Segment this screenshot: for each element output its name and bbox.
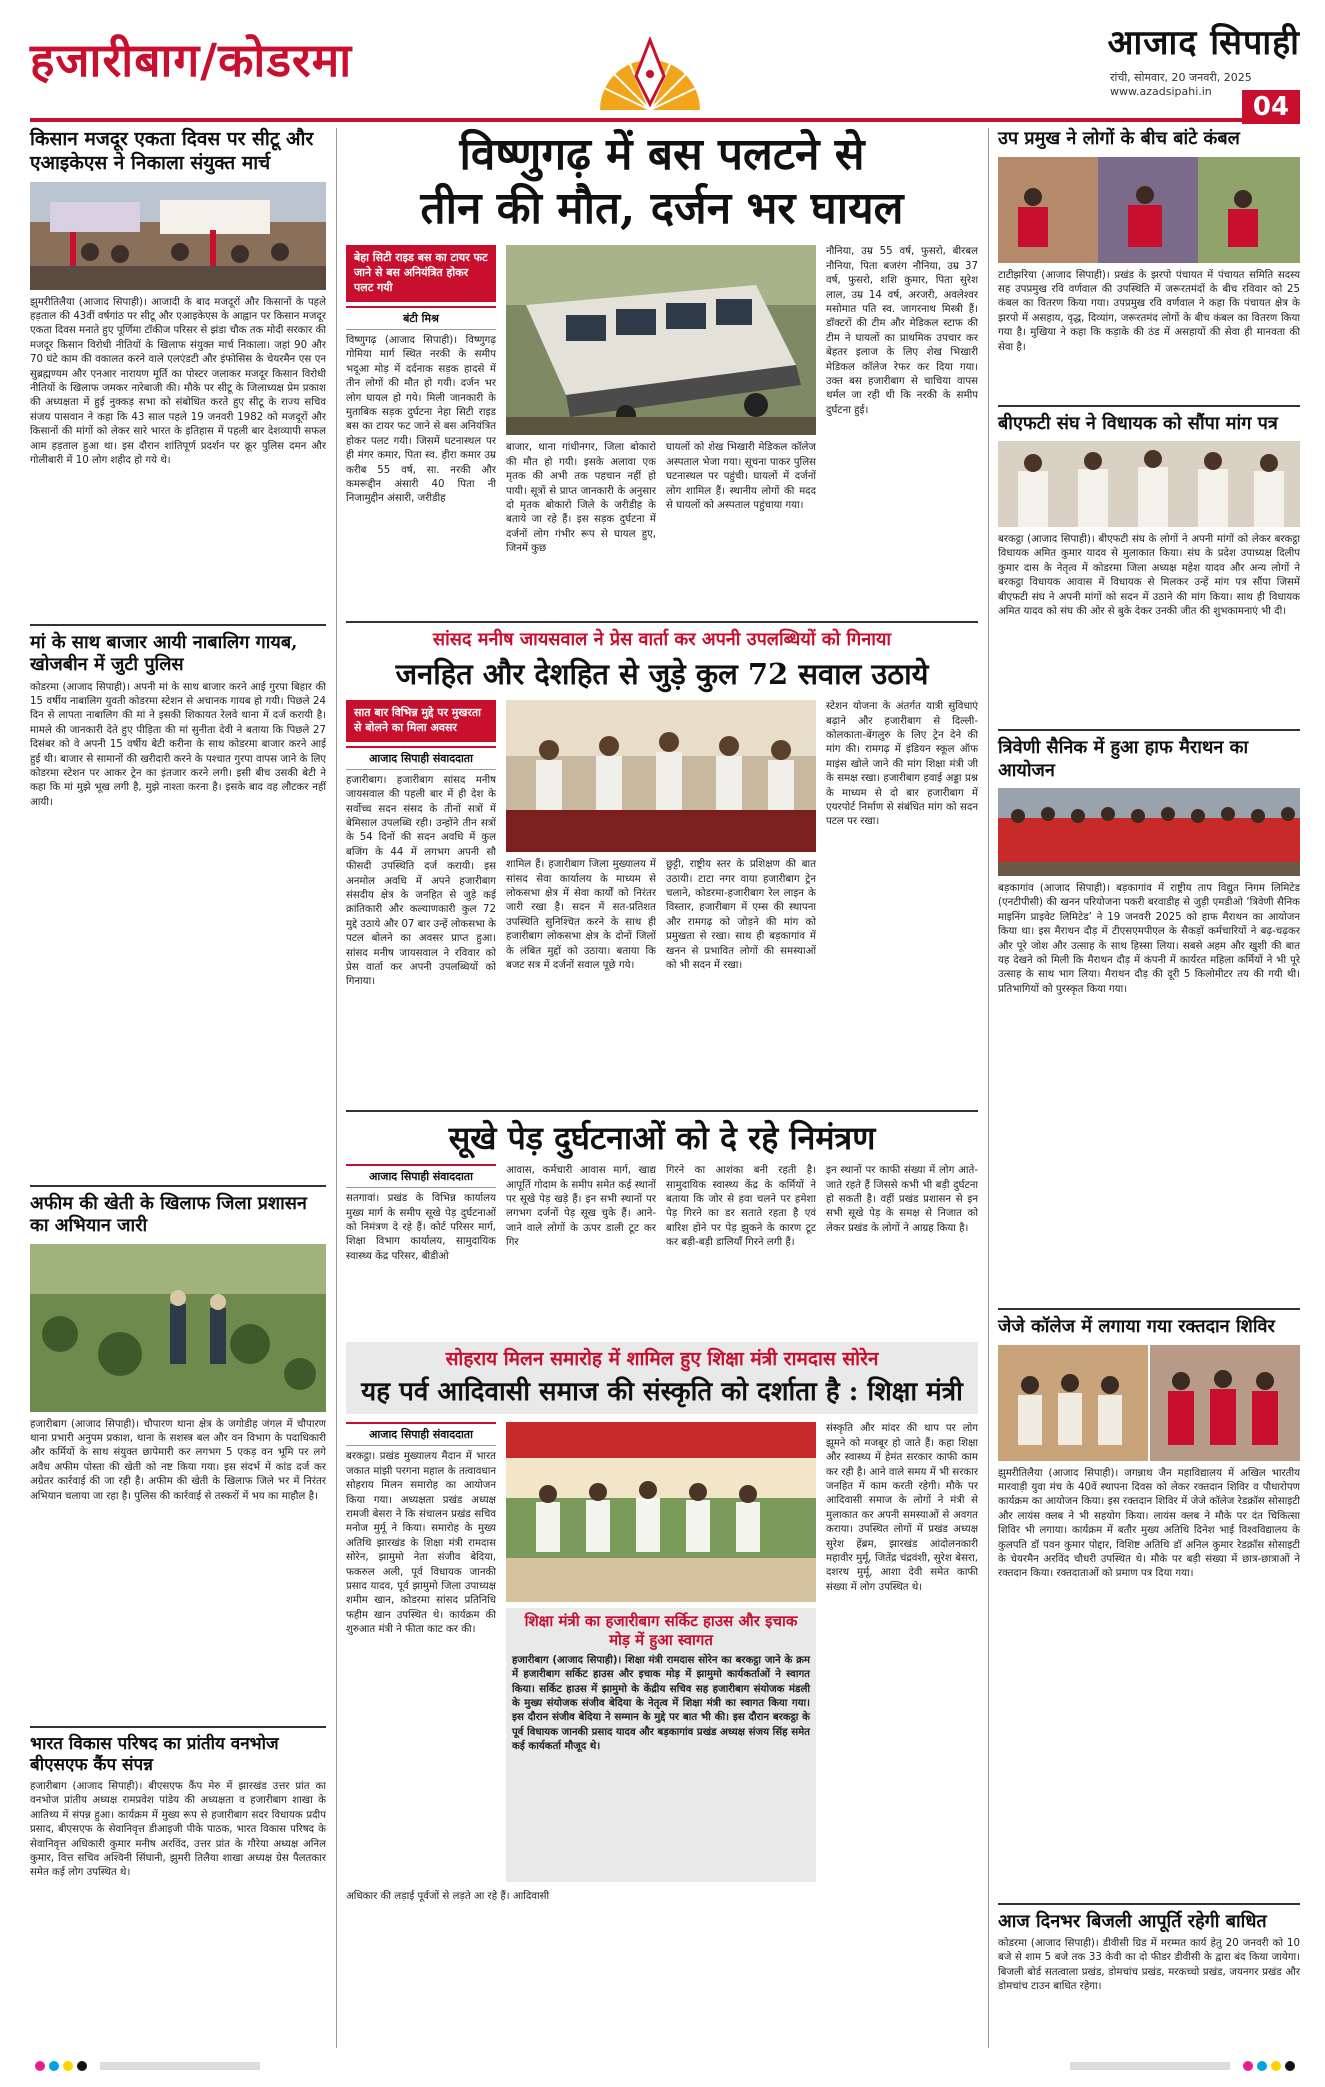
lead-headline-line: तीन की मौत, दर्जन भर घायल xyxy=(420,182,904,234)
lead-story-col1 xyxy=(346,245,496,616)
article-divider xyxy=(346,1110,978,1112)
article-body: कोडरमा (आजाद सिपाही)। डीवीसी ग्रिड में मरम्मत कार्य हेतु 20 जनवरी को 10 बजे से शाम 5 बजे तक 33 केवी का दो फीडर डीवीसी के द्वारा बंद किया जायेगा। बिजली बोर्ड सतत्वाला प्रखंड, डोमचांच प्रखंड, मरकच्चो प्रखंड, जयनगर प्रखंड और डोमचांच टाउन बाधित रहेगा। xyxy=(998,1938,1300,1993)
mp-story-col4 xyxy=(826,700,978,1100)
article-body-continued: अधिकार की लड़ाई पूर्वजों से लड़ते आ रहे हैं। आदिवासी xyxy=(346,1891,550,1903)
article-headline: यह पर्व आदिवासी समाज की संस्कृति को दर्शाता है : शिक्षा मंत्री xyxy=(361,1376,963,1407)
article-divider xyxy=(30,624,326,626)
article-divider xyxy=(30,1726,326,1728)
opium-field-photo xyxy=(30,1244,326,1412)
article-headline: किसान मजदूर एकता दिवस पर सीटू और एआइकेएस ने निकाला संयुक्त मार्च xyxy=(30,128,314,174)
article-body: सतगावां। प्रखंड के विभिन्न कार्यालय मुख्य मार्ग के समीप सूखे पेड़ दुर्घटनाओं को निमंत्रण दे रहे हैं। कोर्ट परिसर मार्ग, शिक्षा विभाग कार्यालय, सामुदायिक स्वास्थ्य केंद्र परिसर, बीडीओ xyxy=(346,1193,496,1262)
lead-story-col4 xyxy=(826,245,978,613)
article-body: आवास, कर्मचारी आवास मार्ग, खाद्य आपूर्ति गोदाम के समीप समेत कई स्थानों पर सूखे पेड़ खड़े हैं। इन सभी स्थानों पर लगभग दर्जनों पेड़ सूख चुके हैं। आने-जाने वाले लोगों के ऊपर डाली टूट कर गिर xyxy=(506,1165,656,1249)
byline: आजाद सिपाही संवाददाता xyxy=(346,1164,496,1188)
sohrai-story-block xyxy=(346,1422,978,1888)
press-conference-photo xyxy=(506,700,816,852)
story-overline: सांसद मनीष जायसवाल ने प्रेस वार्ता कर अपनी उपलब्धियों को गिनाया xyxy=(432,629,892,651)
article-headline: भारत विकास परिषद का प्रांतीय वनभोज xyxy=(30,1733,279,1754)
story-kicker: बेहा सिटी राइड बस का टायर फट जाने से बस अनियंत्रित होकर पलट गयी xyxy=(346,245,496,302)
article-headline: बीएफटी संघ ने विधायक को सौंपा मांग पत्र xyxy=(998,412,1278,434)
right-column xyxy=(998,128,1300,2041)
article-divider xyxy=(998,405,1300,407)
article-divider xyxy=(998,1903,1300,1905)
sohrai-col4 xyxy=(826,1422,978,1884)
dry-trees-col3 xyxy=(666,1164,816,1334)
sohrai-col1 xyxy=(346,1422,496,1888)
print-registration-strip xyxy=(30,2058,1300,2072)
article-body: बरकट्ठा (आजाद सिपाही)। बीएफटी संघ के लोगों ने अपनी मांगों को लेकर बरकट्ठा विधायक अमित कुमार यादव से मुलाकात किया। संघ के प्रदेश उपाध्यक्ष दिलीप कुमार दास के नेतृत्व में कोडरमा जिला अध्यक्ष महेश यादव और अन्य लोगों ने बरकट्ठा विधायक आवास में विधायक से मिलकर उन्हें मांग पत्र सौंपा जिसमें बीएफटी संघ ने अपनी मांगों को सदन में उठाने की मांग किया। साथ ही विधायक अमित यादव को संघ की ओर से बुके देकर उनकी जीत की शुभकामनाएं भी दी। xyxy=(998,534,1300,618)
half-marathon-photo xyxy=(998,788,1300,876)
article-body: हजारीबाग। हजारीबाग सांसद मनीष जायसवाल की पहली बार में ही देश के सर्वोच्च सदन संसद के तीनों सत्रों में बेमिसाल उपलब्धि रही। उन्होंने तीन सत्रों के 54 दिनों की सदन अवधि में कुल बजिंग के 44 में लगभग अपनी सौ फीसदी उपस्थिति दर्ज करायी। इस अनमोल अवधि में अपने हजारीबाग संसदीय क्षेत्र के जनहित से जुड़े कई क्रांतिकारी और कल्याणकारी कुल 72 मुद्दे उठाये और 07 बार उन्हें लोकसभा के पटल बोलने का अवसर प्राप्त हुआ। सांसद मनीष जायसवाल ने रविवार को प्रेस वार्ता कर अपनी उपलब्धियों को गिनाया। xyxy=(346,774,496,988)
mp-story-col1 xyxy=(346,700,496,1088)
article-body: विष्णुगढ़ (आजाद सिपाही)। विष्णुगढ़ गोमिया मार्ग स्थित नरकी के समीप भदूआ मोड़ में दर्दनाक सड़क हादसे में तीन लोगों की मौत हो गयी। दर्जन भर लोग घायल हो गये। मिली जानकारी के मुताबिक सड़क दुर्घटना नेहा सिटी राइड बस का टायर फट जाने से बस अनियंत्रित होकर पलट गयी। जिसमें घटनास्थल पर ही मंगर कमार, पिता स्व. हीरा कमार उम्र करीब 55 वर्ष, सा. नरकी और कमरूद्दीन अंसारी 40 पिता नी निजामुद्दीन अंसारी, जरीडीह xyxy=(346,334,496,505)
bus-accident-photo xyxy=(506,245,816,435)
lead-headline-line: विष्णुगढ़ में बस पलटने से xyxy=(459,129,865,180)
lead-headline xyxy=(346,128,978,235)
article-body: कोडरमा (आजाद सिपाही)। अपनी मां के साथ बाजार करने आई गुरपा बिहार की 15 वर्षीय नाबालिग युवती कोडरमा स्टेशन से अचानक गायब हो गयी। पिछले 24 दिन से लापता नाबालिग की मां ने इसकी शिकायत रेलवे थाना में दर्ज करायी है। मामले की जानकारी देते हुए पीड़िता की मां सुनीता देवी ने बताया कि पिछले 27 दिसंबर को वे अपनी 15 वर्षीय बेटी करीना के साथ कोडरमा बाजार करने आई हुई थी। बाजार से सामानों की खरीदारी करने के पश्चात गुरपा वापस जाने के लिए कोडरमा स्टेशन पर आकर ट्रेन का इंतजार करने लगी। इसी बीच उसकी बेटी ने कहा कि मां मुझे भूख लगी है, मुझे नाश्ता करना है। इसके बाद वह लौटकर नहीं आयी। xyxy=(30,681,326,808)
article-subheadline: बीएसएफ कैंप संपन्न xyxy=(30,1754,153,1775)
page-number: 04 xyxy=(1242,90,1300,124)
story-kicker: सात बार विभिन्न मुद्दे पर मुखरता से बोलने का मिला अवसर xyxy=(346,700,496,742)
article-body: घायलों को शेख भिखारी मेडिकल कॉलेज अस्पताल भेजा गया। सूचना पाकर पुलिस घटनास्थल पर पहुंची। घायलों में दर्जनों लोग शामिल हैं। स्थानीय लोगों की मदद से घायलों को अस्पताल पहुंचाया गया। xyxy=(666,442,816,511)
article-body: बड़कागांव (आजाद सिपाही)। बड़कागांव में राष्ट्रीय ताप विद्युत निगम लिमिटेड (एनटीपीसी) की खनन परियोजना पकरी बरवाडीह से जुड़ी एमडीओ ‘त्रिवेणी सैनिक माइनिंग प्राइवेट लिमिटेड’ ने 19 जनवरी 2025 को हाफ मैराथन का आयोजन किया था। इस मैराथन दौड़ में टीएसएमपीएल के सैकड़ों कर्मचारियों ने बढ़-चढ़कर और पूरे जोश और उत्साह के साथ हिस्सा लिया। सबसे अहम और खुशी की बात यह देखने को मिली कि मैराथन दौड़ में कंपनी में कार्यरत महिला कर्मियों ने भी पूरे उत्साह के साथ भाग लिया। मैराथन दौड़ की दूरी 5 किलोमीटर तय की गयी थी। प्रतिभागियों को पुरस्कृत किया गया। xyxy=(998,883,1300,995)
caption-body: हजारीबाग (आजाद सिपाही)। शिक्षा मंत्री रामदास सोरेन का बरकट्ठा जाने के क्रम में हजारीबाग सर्किट हाउस और इचाक मोड़ में झामुमो कार्यकर्ताओं ने स्वागत किया। सर्किट हाउस में झामुमो के केंद्रीय सचिव सह हजारीबाग संयोजक मंडली के मुख्य संयोजक संजीव बेदिया के नेतृत्व में शिक्षा मंत्री का स्वागत किया गया। इस दौरान संजीव बेदिया ने सम्मान के मुद्दे पर बात भी की। इस दौरान बरकट्ठा के पूर्व विधायक जानकी प्रसाद यादव और बड़कागांव प्रखंड अध्यक्ष संजय सिंह समेत कई कार्यकर्ता मौजूद थे। xyxy=(512,1654,810,1753)
dry-trees-col2 xyxy=(506,1164,656,1334)
sohrai-event-photo xyxy=(506,1422,816,1602)
section-title: हजारीबाग/कोडरमा xyxy=(30,33,353,87)
website-link[interactable]: www.azadsipahi.in xyxy=(1110,85,1212,98)
lead-story-block xyxy=(346,245,978,617)
article-headline: अफीम की खेती के खिलाफ जिला प्रशासन का अभियान जारी xyxy=(30,1192,307,1236)
article-headline: उप प्रमुख ने लोगों के बीच बांटे कंबल xyxy=(998,128,1240,149)
article-divider xyxy=(998,729,1300,731)
article-divider xyxy=(998,1308,1300,1310)
dry-trees-col4 xyxy=(826,1164,978,1334)
article-divider xyxy=(346,621,978,623)
dry-trees-col1 xyxy=(346,1164,496,1338)
story-overline: सोहराय मिलन समारोह में शामिल हुए शिक्षा मंत्री रामदास सोरेन xyxy=(445,1348,879,1371)
photo-caption-box xyxy=(506,1608,816,1882)
newspaper-brand: आजाद सिपाही xyxy=(1107,23,1300,63)
article-divider xyxy=(30,1185,326,1187)
blood-donation-photo xyxy=(998,1345,1300,1461)
column-divider xyxy=(988,128,989,2048)
article-body: हजारीबाग (आजाद सिपाही)। बीएसएफ कैंप मेरु में झारखंड उत्तर प्रांत का वनभोज प्रांतीय अध्यक्ष रामप्रवेश पांडेय की अध्यक्षता व हजारीबाग शाखा के आतिथ्य में संपन्न हुआ। कार्यक्रम में मुख्य रूप से हजारीबाग सदर विधायक प्रदीप प्रसाद, बीएसएफ के सेवानिवृत्त डीआइजी पीके पाठक, भारत विकास परिषद के सेवानिवृत्त अधिकारी कुमार मनीष अरविंद, उत्तर प्रांत के गौरेया अध्यक्ष अनिल कुमार, वित्त सचिव अश्विनी सिंघानी, झुमरी तिलैया शाखा अध्यक्ष ग्रेस पैलतकार समेत कई लोग उपस्थित थे। xyxy=(30,1781,326,1879)
article-headline: मां के साथ बाजार आयी नाबालिग गायब, खोजबीन में जुटी पुलिस xyxy=(30,631,298,675)
article-body: हजारीबाग (आजाद सिपाही)। चौपारण थाना क्षेत्र के जगोडीह जंगल में चौपारण थाना प्रभारी अनुपम प्रकाश, थाना के सशस्त्र बल और वन विभाग के पदाधिकारी और कर्मियों के साथ संयुक्त छापेमारी कर लगभग 5 एकड़ वन भूमि पर लगे अवैध अफीम पोस्ता की खेती को नष्ट किया गया। इस संदर्भ में कांड दर्ज कर अग्रेतर कार्रवाई की जा रही है। अफीम की खेती के खिलाफ जिले भर में निरंतर अभियान चलाया जा रहा है। पुलिस की कार्रवाई से तस्करों में भय का माहौल है। xyxy=(30,1418,326,1502)
rally-photo xyxy=(30,182,326,290)
center-column xyxy=(346,128,978,1905)
caption-headline: शिक्षा मंत्री का हजारीबाग सर्किट हाउस और इचाक मोड़ में हुआ स्वागत xyxy=(524,1612,798,1650)
dry-trees-block xyxy=(346,1164,978,1336)
article-body: छुट्टी, राष्ट्रीय स्तर के प्रशिक्षण की बात उठायी। टाटा नगर वाया हजारीबाग ट्रेन चलाने, कोडरमा-हजारीबाग रेल लाइन के विस्तार, हजारीबाग में एम्स की स्थापना और रामगढ़ को जोड़ने की मांग को प्रमुखता से रखा। साथ ही बड़कागांव में खनन से प्रभावित लोगों की समस्याओं को भी सदन में रखा। xyxy=(666,859,816,971)
mp-story-col3 xyxy=(666,858,816,1102)
article-headline: सूखे पेड़ दुर्घटनाओं को दे रहे निमंत्रण xyxy=(448,1119,876,1158)
article-headline: जनहित और देशहित से जुड़े कुल 72 सवाल उठाये xyxy=(395,656,929,691)
byline: आजाद सिपाही संवाददाता xyxy=(346,746,496,770)
article-headline: आज दिनभर बिजली आपूर्ति रहेगी बाधित xyxy=(998,1910,1267,1932)
article-body: झुमरीतिलैया (आजाद सिपाही)। जगन्नाथ जैन महाविद्यालय में अखिल भारतीय मारवाड़ी युवा मंच के 40वें स्थापना दिवस को लेकर रक्तदान शिविर व पौधारोपण कार्यक्रम का आयोजन किया। इस रक्तदान शिविर में जेजे कॉलेज रेडक्रॉस सोसाइटी और लायंस क्लब ने भी सहयोग किया। लायंस क्लब ने मौके पर दंत चिकित्सा शिविर भी लगाया। कार्यक्रम में बतौर मुख्य अतिथि दिनेश भाई विश्वविद्यालय के कुलपति डॉ पवन कुमार पोद्दार, विशिष्ट अतिथि डॉ अनिल कुमार रेडक्रॉस सोसाइटी के चेयरमैन अरविंद चौधरी उपस्थित थे। मौके पर बड़ी संख्या में छात्र-छात्राओं ने रक्तदान किया। रक्तदाताओं को प्रमाण पत्र दिया गया। xyxy=(998,1467,1300,1580)
mp-story-block xyxy=(346,700,978,1104)
masthead xyxy=(30,18,1300,122)
lead-story-col3 xyxy=(666,441,816,613)
article-body: नौनिया, उम्र 55 वर्ष, फुसरो, बीरबल नौनिया, पिता बजरंग नौनिया, उम्र 37 वर्ष, फुसरो, शशि कुमार, पिता सुरेश लाल, उम्र 14 वर्ष, अरजरी, अवलेश्वर मसोमात पति स्व. जागरनाथ मिस्त्री हैं। डॉक्टरों की टीम और मेडिकल स्टाफ की टीम ने घायलों का प्राथमिक उपचार कर बेहतर इलाज के लिए शेख भिखारी मेडिकल कॉलेज रेफर कर दिया गया। उक्त बस हजारीबाग से चाचिया वापस थर्मल जा रही थी कि नरकी के समीप दुर्घटना हुई। xyxy=(826,246,978,416)
byline: बंटी मिश्र xyxy=(346,306,496,330)
article-body: स्टेशन योजना के अंतर्गत यात्री सुविधाएं बढ़ाने और हजारीबाग से दिल्ली-कोलकाता-बेंगलुरु के लिए ट्रेन देने की मांग की। रामगढ़ में इंडियन स्कूल ऑफ माइंस खोले जाने की मांग शिक्षा मंत्री जी के समक्ष रखा। हजारीबाग हवाई अड्डा प्रश्न के माध्यम से दो बार हजारीबाग में एयरपोर्ट निर्माण से संबंधित मांग को सदन पटल पर रखा। xyxy=(826,701,978,828)
article-body: बाजार, थाना गांधीनगर, जिला बोकारो की मौत हो गयी। इसके अलावा एक मृतक की अभी तक पहचान नहीं हो पायी। सूत्रों से प्राप्त जानकारी के अनुसार दो मृतक बोकारो जिले के जरीडीह के बताये जा रहे हैं। इस सड़क दुर्घटना में दर्जनों लोग गंभीर रूप से घायल हुए, जिनमें कुछ xyxy=(506,442,656,555)
blanket-distribution-photo xyxy=(998,157,1300,263)
article-body: संस्कृति और मांदर की थाप पर लोग झूमने को मजबूर हो जाते हैं। कहा शिक्षा और स्वास्थ्य में हेमंत सरकार काफी काम कर रही है। आने वाले समय में भी सरकार जनहित में काम करती रहेगी। मौके पर आदिवासी समाज के लोगों ने मंत्री से मुलाकात कर अपनी समस्याओं से अवगत कराया। उपस्थित लोगों में प्रखंड अध्यक्ष सुरेश हेंब्रम, झारखंड आंदोलनकारी महावीर मुर्मू, जितेंद्र चंद्रवंशी, सुरेश बेसरा, दशरथ मुर्मू, आशा देवी समेत काफी संख्या में लोग उपस्थित थे। xyxy=(826,1423,978,1593)
article-body: बरकट्ठा। प्रखंड मुख्यालय मैदान में भारत जकात मांझी परगना महाल के तत्वावधान सोहराय मिलन समारोह का आयोजन किया गया। अध्यक्षता प्रखंड अध्यक्ष रामजी बेसरा ने कि संचालन प्रखंड सचिव मनोज मुर्मू ने किया। समारोह के मुख्य अतिथि झारखंड के शिक्षा मंत्री रामदास सोरेन, झामुमो नेता संजीव बेदिया, फकरुल अली, पूर्व विधायक जानकी प्रसाद यादव, पूर्व झामुमो जिला उपाध्यक्ष शमीम खान, कोडरमा सांसद प्रतिनिधि फहीम खान उपस्थित थे। कार्यक्रम की शुरुआत मंत्री ने फीता काट कर की। xyxy=(346,1451,496,1636)
column-divider xyxy=(336,128,337,2048)
article-body: शामिल हैं। हजारीबाग जिला मुख्यालय में सांसद सेवा कार्यालय के माध्यम से लोकसभा क्षेत्र में सेवा कार्यों को निरंतर जारी रखा है। सदन में सत-प्रतिशत उपस्थिति सुनिश्चित करने के साथ ही हजारीबाग लोकसभा क्षेत्र के दोनों जिलों के लंबित मुद्दों को उठाया। बताया कि बजट सत्र में दर्जनों सवाल पूछे गये। xyxy=(506,859,656,971)
memorandum-photo xyxy=(998,441,1300,527)
article-body: टाटीझरिया (आजाद सिपाही)। प्रखंड के झरपो पंचायत में पंचायत समिति सदस्य सह उपप्रमुख रवि वर्णवाल की उपस्थिति में जरूरतमंदों के बीच रविवार को 25 कंबल का वितरण किया गया। उपप्रमुख रवि वर्णवाल ने कहा कि पंचायत क्षेत्र के झरपो में असहाय, वृद्ध, दिव्यांग, जरूरतमंद लोगों के बीच कंबल का वितरण किया गया है। मुखिया ने कहा कि कड़ाके की ठंड में असहायों की सेवा ही मानवता की सेवा है। xyxy=(998,269,1300,353)
pen-nib-logo-icon xyxy=(590,18,710,110)
lead-story-col2 xyxy=(506,441,656,613)
article-body: गिरने का आशंका बनी रहती है। सामुदायिक स्वास्थ्य केंद्र के कर्मियों ने बताया कि जोर से हवा चलने पर हमेशा पेड़ गिरने का डर सताते रहता है एवं बारिश होने पर पेड़ झुकने के कारण टूट कर बड़ी-बड़ी डालियाँ गिरने लगी हैं। xyxy=(666,1165,816,1249)
article-body: झुमरीतिलैया (आजाद सिपाही)। आजादी के बाद मजदूरों और किसानों के पहले हड़ताल की 43वीं वर्षगांठ पर सीटू और एआइकेएस के आह्वान पर किसान मजदूर एकता दिवस मनाते हुए पूर्णिमा टॉकीज परिसर से झंडा चौक तक मोदी सरकार की मजदूर किसान विरोधी नीतियों के खिलाफ संयुक्त मार्च निकाला। जहां 90 और 70 घंटे काम की वकालत करने वाले एलएंडटी और इंफोसिस के चेयरमैन एस एन सुब्रह्मण्यम और एनआर नारायण मूर्ति का पोस्टर जलाकर मजदूर किसान विरोधी नीतियों के खिलाफ जमकर नारेबाजी की। मौके पर सीटू के जिलाध्यक्ष प्रेम प्रकाश की अध्यक्षता में हुई नुक्कड़ सभा को संबोधित करते हुए सीटू के राज्य सचिव संजय पासवान ने कहा कि 43 साल पहले 19 जनवरी 1982 को मजदूरों और किसानों की मांगों को लेकर सारे भारत के इतिहास में पहली बार देशव्यापी सफल आम हड़ताल हुआ था। इस दौरान शांतिपूर्ण प्रदर्शन पर क्रूर पुलिस दमन और गोलीबारी में 10 लोग शहीद हो गये थे। xyxy=(30,296,326,466)
mp-story-col2 xyxy=(506,858,656,1102)
article-headline: जेजे कॉलेज में लगाया गया रक्तदान शिविर xyxy=(998,1316,1275,1337)
sohrai-headline-band xyxy=(346,1342,978,1414)
masthead-brand-block xyxy=(1070,18,1300,122)
left-column xyxy=(30,128,326,2000)
byline: आजाद सिपाही संवाददाता xyxy=(346,1422,496,1446)
article-body: इन स्थानों पर काफी संख्या में लोग आते-जाते रहते हैं जिससे कभी भी बड़ी दुर्घटना हो सकती है। वहीं प्रखंड प्रशासन से इन सभी सूखे पेड़ के समक्ष से निजात को लेकर प्रखंड के लोगों ने आग्रह किया है। xyxy=(826,1165,978,1234)
dateline: रांची, सोमवार, 20 जनवरी, 2025 xyxy=(1110,71,1252,84)
article-headline: त्रिवेणी सैनिक में हुआ हाफ मैराथन का आयोजन xyxy=(998,737,1249,781)
